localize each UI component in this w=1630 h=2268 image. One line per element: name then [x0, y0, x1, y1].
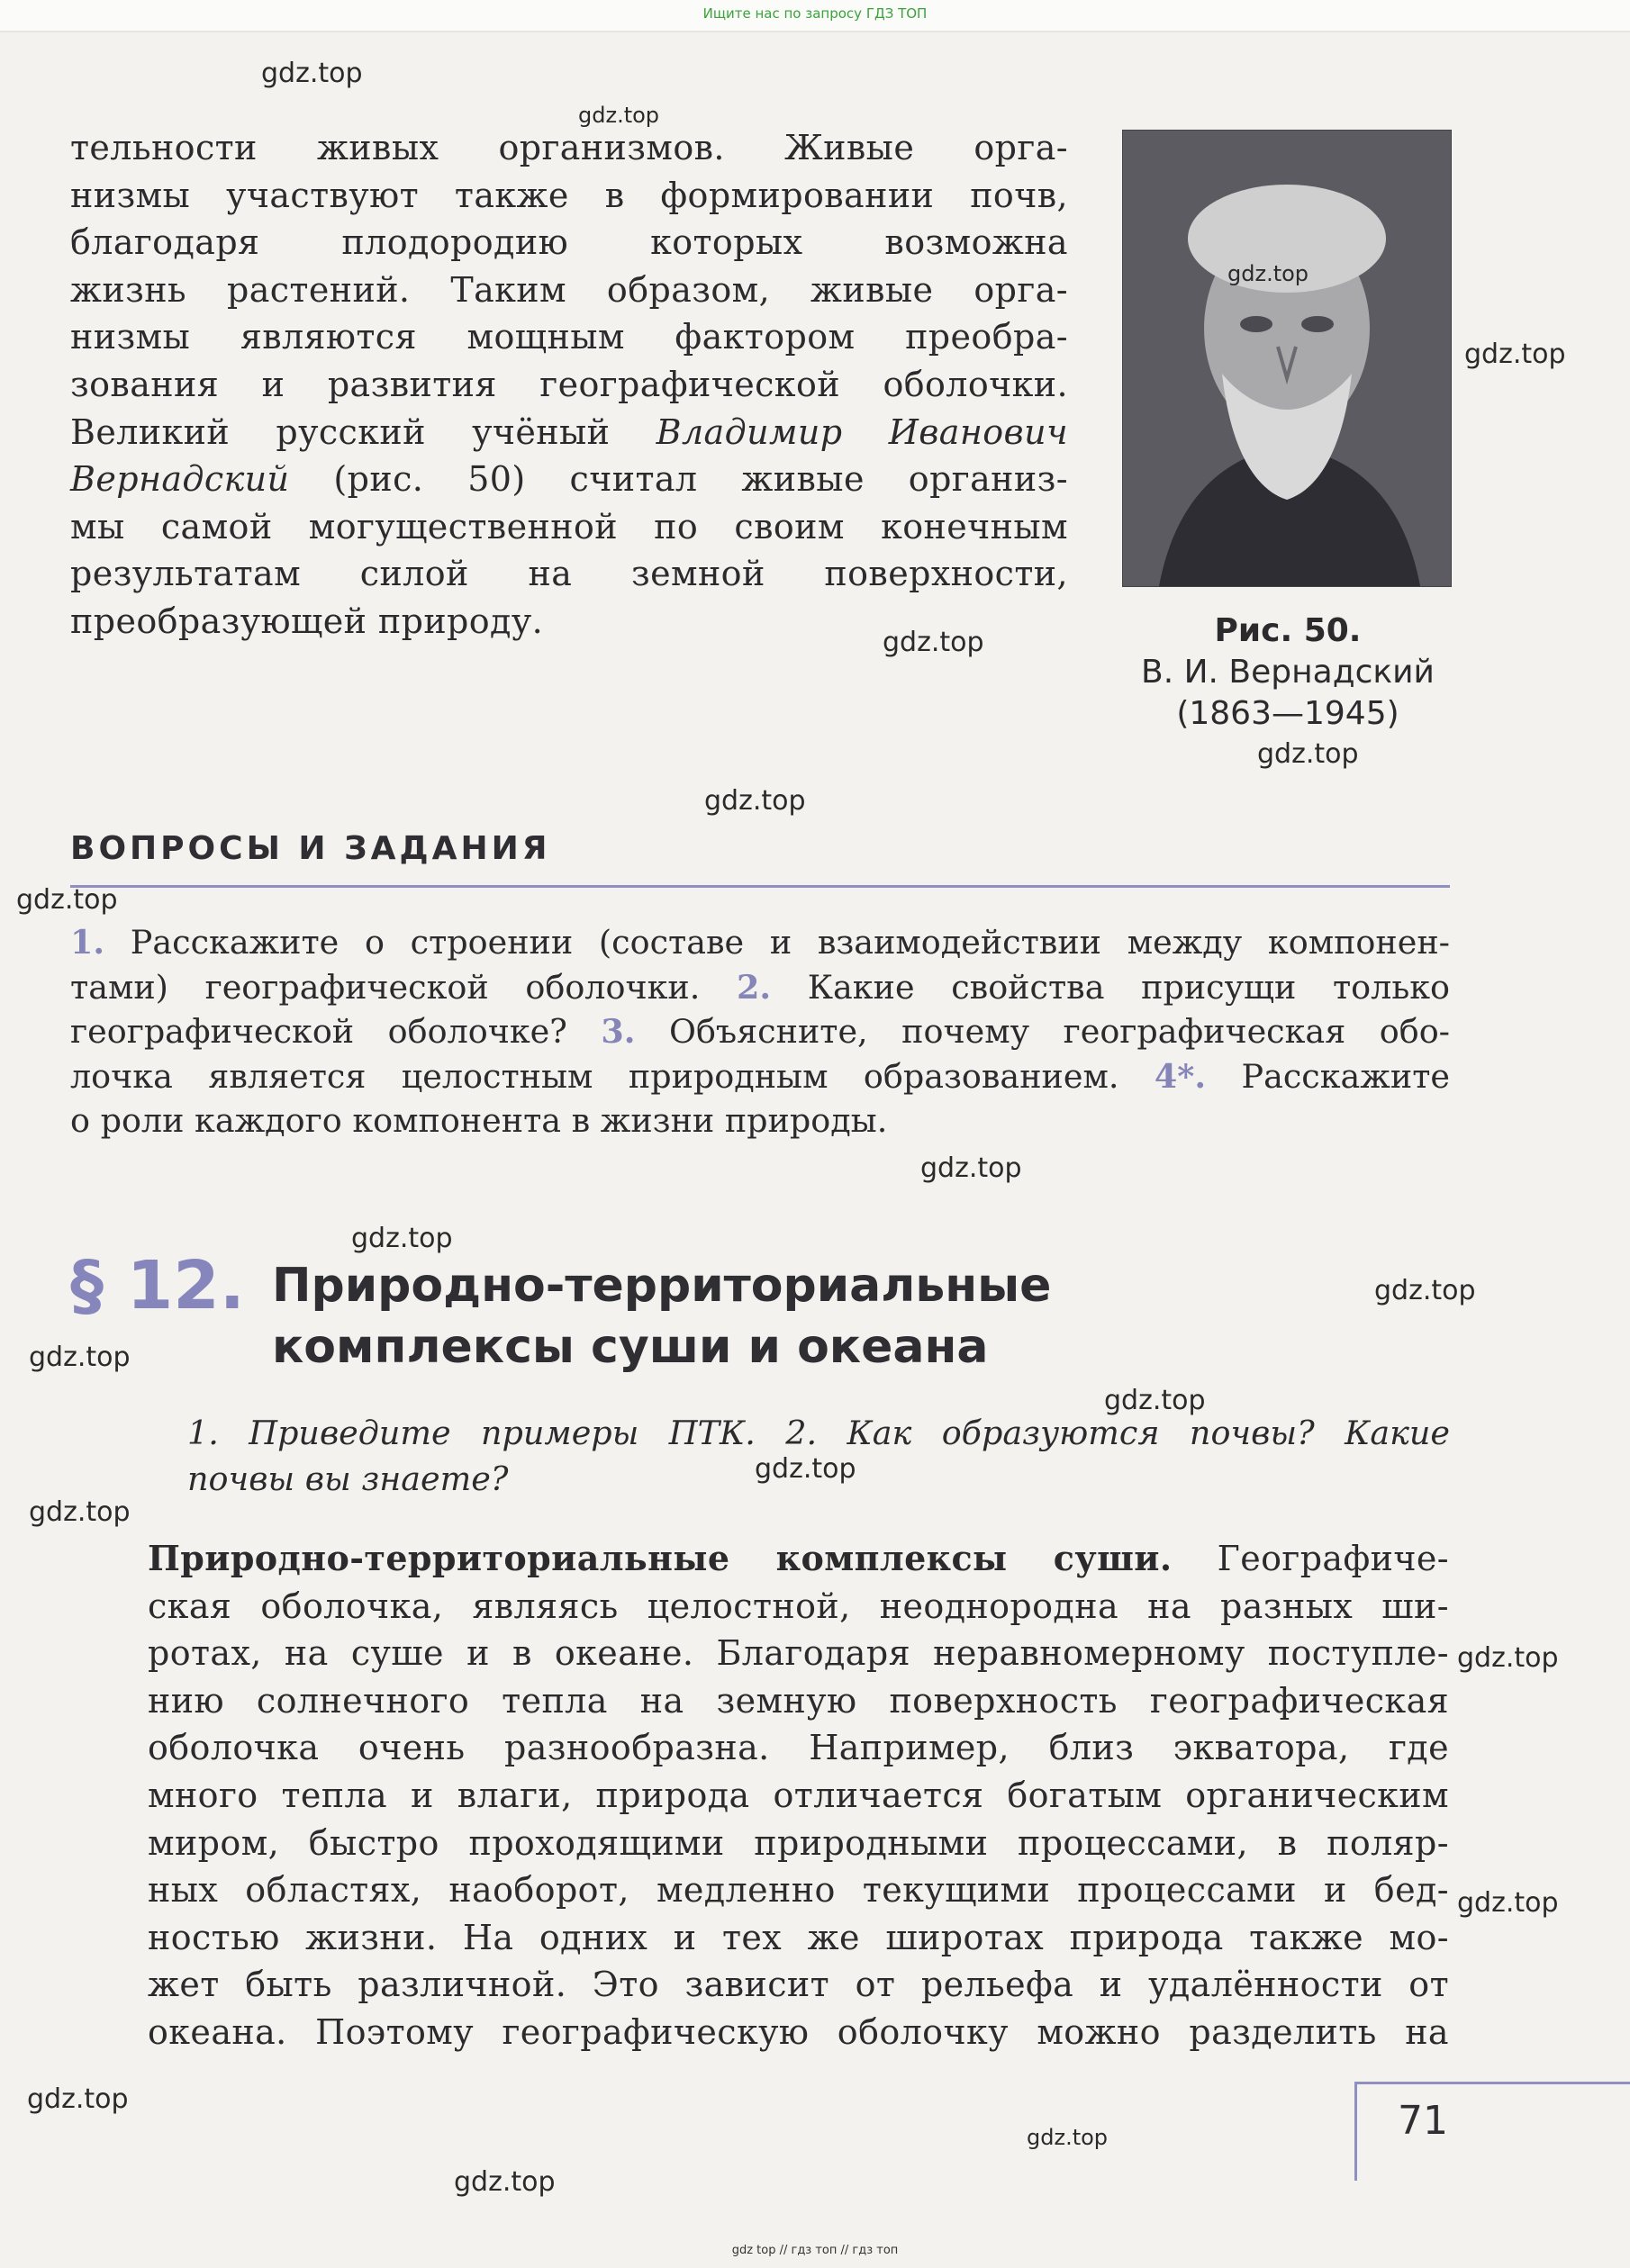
- watermark: gdz.top: [578, 103, 660, 128]
- page-frame-line: [1354, 2082, 1630, 2084]
- portrait-drawing: [1123, 131, 1451, 586]
- bottom-paragraph: [148, 1535, 1449, 2056]
- text-line: [70, 456, 1068, 503]
- text-line: результатам силой на земной поверхности,: [70, 554, 1068, 594]
- question-line: [70, 920, 1450, 965]
- figure-name: В. И. Вернадский: [1141, 654, 1435, 691]
- question-text: лочка является целостным природным образованием.: [70, 1056, 1155, 1096]
- intro-line: 1. Приведите примеры ПТК. 2. Как образуются почвы? Какие: [187, 1414, 1450, 1452]
- watermark: gdz.top: [27, 2083, 129, 2115]
- watermark: gdz.top: [755, 1453, 856, 1485]
- question-text: Объясните, почему географическая обо-: [635, 1012, 1451, 1051]
- paragraph-lead: Природно-территориальные комплексы суши.: [148, 1538, 1173, 1578]
- intro-line: почвы вы знаете?: [187, 1459, 509, 1498]
- text-line: преобразующей природу.: [70, 601, 544, 641]
- text-line: ных областях, наоборот, медленно текущими процессами и бед-: [148, 1870, 1449, 1911]
- text-line: миром, быстро проходящими природными процессами, в поляр-: [148, 1822, 1449, 1863]
- text-line: зования и развития географической оболочки.: [70, 364, 1068, 404]
- question-text: географической оболочке?: [70, 1012, 602, 1051]
- figure-years: (1863—1945): [1176, 695, 1399, 732]
- watermark: gdz.top: [1464, 339, 1566, 370]
- watermark: gdz.top: [1457, 1887, 1559, 1919]
- questions-rule: [70, 885, 1450, 888]
- page-frame-line: [1354, 2082, 1357, 2181]
- question-line: [70, 1054, 1450, 1099]
- top-bar: [0, 0, 1630, 32]
- header-note: Ищите нас по запросу ГДЗ ТОП: [702, 5, 928, 22]
- figure-title: Рис. 50.: [1214, 612, 1362, 649]
- question-line: [70, 1009, 1450, 1054]
- watermark: gdz.top: [704, 785, 806, 817]
- question-number: 4*.: [1154, 1056, 1207, 1096]
- scientist-surname: Вернадский: [70, 459, 290, 500]
- text-line: тельности живых организмов. Живые орга-: [70, 128, 1068, 167]
- question-text: Какие свойства присущи только: [771, 967, 1451, 1007]
- page-number: 71: [1398, 2098, 1448, 2144]
- question-line: [70, 965, 1450, 1010]
- section-title-line: комплексы суши и океана: [272, 1320, 989, 1374]
- text-line: [70, 409, 1068, 456]
- watermark: gdz.top: [1374, 1275, 1476, 1306]
- text-line: ностью жизни. На одних и тех же широтах природа также мо-: [148, 1917, 1449, 1957]
- text-line: много тепла и влаги, природа отличается богатым органическим: [148, 1775, 1449, 1815]
- question-text: Расскажите о строении (составе и взаимодействии между компонен-: [104, 923, 1450, 962]
- section-title-line: Природно-территориальные: [272, 1259, 1052, 1313]
- question-text: Расскажите: [1206, 1056, 1451, 1096]
- text-line: ская оболочка, являясь целостной, неоднородна на разных ши-: [148, 1586, 1449, 1626]
- questions-block: [70, 920, 1450, 1143]
- top-paragraph: [70, 124, 1068, 646]
- watermark: gdz.top: [29, 1496, 131, 1528]
- watermark: gdz.top: [883, 627, 984, 658]
- question-number: 1.: [70, 923, 105, 962]
- section-number: § 12.: [70, 1247, 245, 1324]
- watermark: gdz.top: [1457, 1642, 1559, 1674]
- watermark: gdz.top: [1227, 261, 1309, 286]
- watermark: gdz.top: [920, 1152, 1022, 1184]
- watermark: gdz.top: [1257, 738, 1359, 770]
- text-line: благодаря плодородию которых возможна: [70, 222, 1068, 263]
- text-line: нию солнечного тепла на земную поверхность географическая: [148, 1680, 1449, 1721]
- question-line: о роли каждого компонента в жизни природы.: [70, 1101, 888, 1140]
- watermark: gdz.top: [1027, 2125, 1109, 2150]
- text-line: жизнь растений. Таким образом, живые орга-: [70, 269, 1068, 310]
- text-line: ротах, на суше и в океане. Благодаря неравномерному поступле-: [148, 1633, 1449, 1674]
- text-line: низмы участвуют также в формировании почв,: [70, 175, 1068, 215]
- watermark: gdz.top: [454, 2166, 556, 2198]
- text-line: жет быть различной. Это зависит от рельефа и удалённости от: [148, 1965, 1449, 2005]
- watermark: gdz.top: [261, 58, 363, 89]
- text-line: мы самой могущественной по своим конечным: [70, 506, 1068, 547]
- footer-note: gdz top // гдз топ // гдз топ: [731, 2244, 899, 2257]
- question-number: 2.: [737, 967, 772, 1007]
- text-fragment: (рис. 50) считал живые организ-: [289, 459, 1068, 500]
- watermark: gdz.top: [351, 1223, 453, 1254]
- question-number: 3.: [601, 1012, 636, 1051]
- text-line: оболочка очень разнообразна. Например, близ экватора, где: [148, 1728, 1449, 1768]
- text-fragment: Великий русский учёный: [70, 411, 657, 452]
- question-text: тами) географической оболочки.: [70, 967, 738, 1007]
- watermark: gdz.top: [29, 1342, 131, 1373]
- watermark: gdz.top: [1104, 1385, 1206, 1416]
- text-line: низмы являются мощным фактором преобра-: [70, 317, 1068, 357]
- questions-heading: ВОПРОСЫ И ЗАДАНИЯ: [70, 830, 551, 867]
- watermark: gdz.top: [16, 884, 118, 916]
- text-fragment: Географиче-: [1172, 1539, 1449, 1578]
- scientist-name: Владимир Иванович: [656, 411, 1068, 452]
- text-line: [148, 1535, 1449, 1583]
- portrait-image: [1122, 130, 1452, 587]
- text-line: океана. Поэтому географическую оболочку можно разделить на: [148, 2011, 1449, 2052]
